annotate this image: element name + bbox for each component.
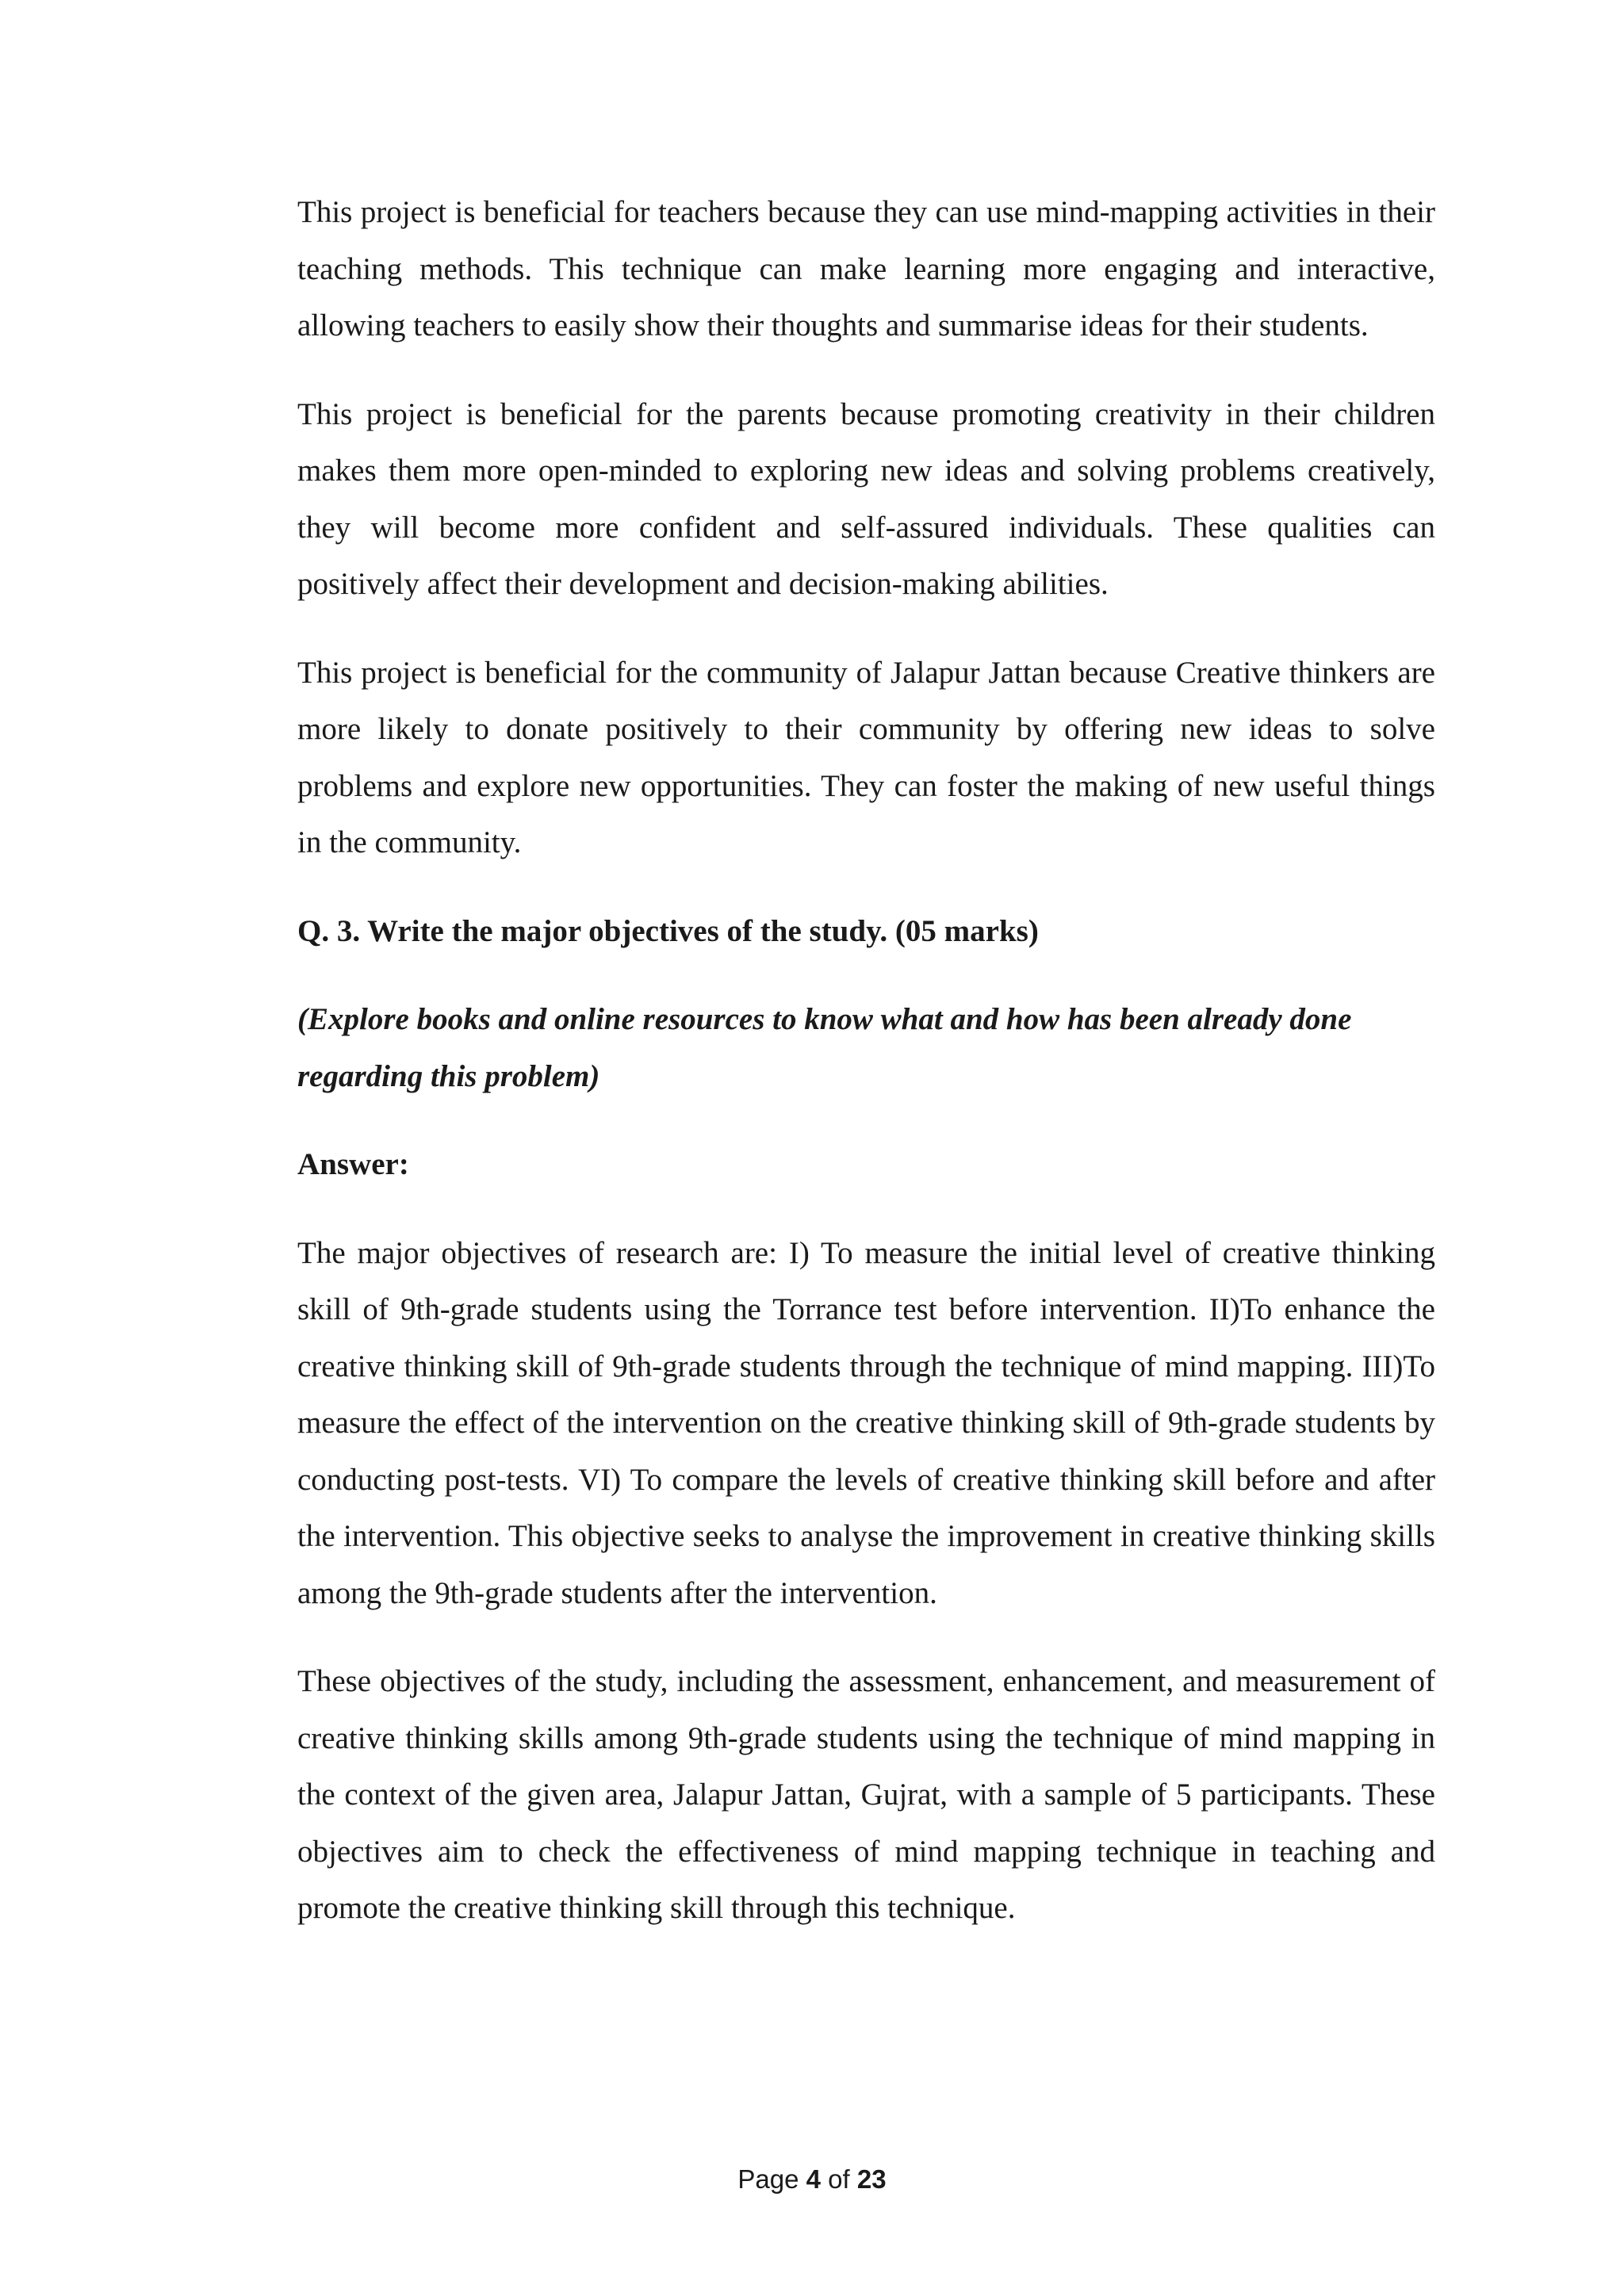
paragraph-community: This project is beneficial for the community of Jalapur Jattan because Creative thinkers are more likely to donate positively to their community by offering new ideas to solve problems and explore new opportunities. They can foster the making of new useful things in the community. xyxy=(297,655,1435,859)
footer-total-pages: 23 xyxy=(856,2164,887,2194)
paragraph-parents: This project is beneficial for the parents because promoting creativity in their children makes them more open-minded to exploring new ideas and solving problems creatively, they will become more confident and self-assured individuals. These qualities can positively affect their development and decision-making abilities. xyxy=(297,396,1435,601)
footer-page-word: Page xyxy=(737,2164,799,2194)
footer-of-word: of xyxy=(828,2164,850,2194)
page-footer xyxy=(0,2164,1624,2195)
page-content xyxy=(297,184,1435,1969)
answer-label: Answer: xyxy=(297,1147,409,1181)
footer-current-page: 4 xyxy=(806,2164,821,2194)
paragraph-teachers: This project is beneficial for teachers because they can use mind-mapping activities in their teaching methods. This technique can make learning more engaging and interactive, allowing teachers to easily show their thoughts and summarise ideas for their students. xyxy=(297,195,1435,342)
question-note: (Explore books and online resources to know what and how has been already done regarding this problem) xyxy=(297,1002,1352,1093)
paragraph-objectives-summary: These objectives of the study, including the assessment, enhancement, and measurement of creative thinking skills among 9th-grade students using the technique of mind mapping in the context of the given area, Jalapur Jattan, Gujrat, with a sample of 5 participants. These objectives aim to check the effectiveness of mind mapping technique in teaching and promote the creative thinking skill through this technique. xyxy=(297,1664,1435,1925)
paragraph-objectives: The major objectives of research are: I) To measure the initial level of creative thinking skill of 9th-grade students using the Torrance test before intervention. II)To enhance the creative thinking skill of 9th-grade students through the technique of mind mapping. III)To measure the effect of the intervention on the creative thinking skill of 9th-grade students by conducting post-tests. VI) To compare the levels of creative thinking skill before and after the intervention. This objective seeks to analyse the improvement in creative thinking skills among the 9th-grade students after the intervention. xyxy=(297,1235,1435,1610)
question-heading: Q. 3. Write the major objectives of the study. (05 marks) xyxy=(297,913,1039,948)
